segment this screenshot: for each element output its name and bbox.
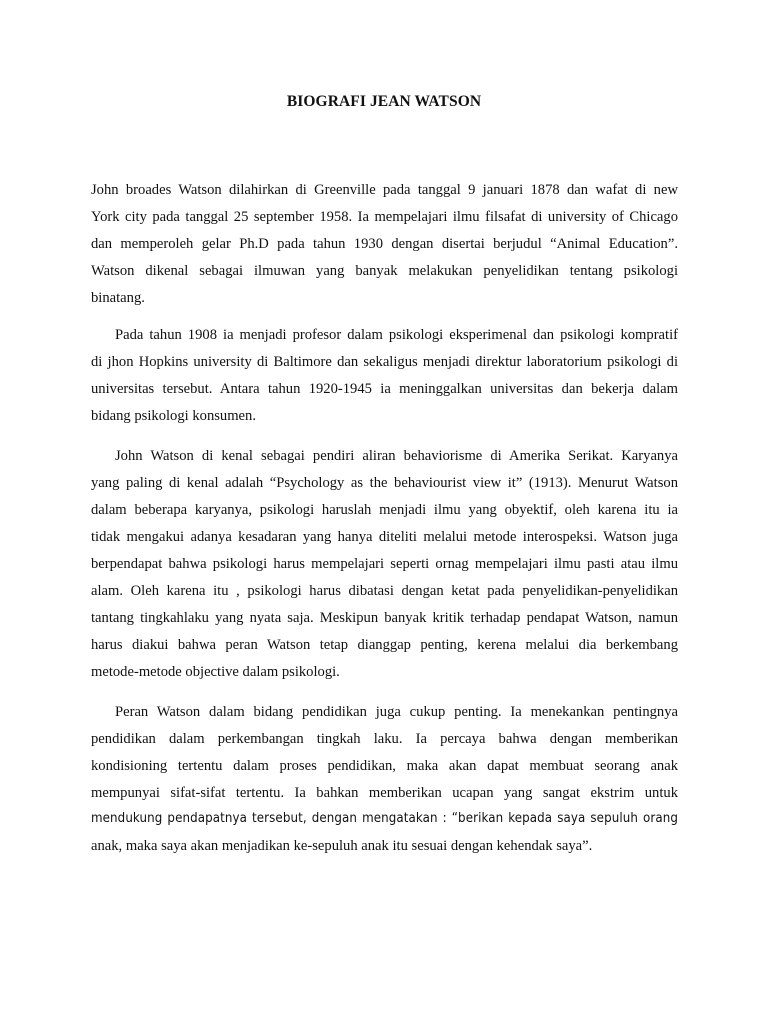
- paragraph-line: yang paling di kenal adalah “Psychology as the behaviourist view it” (1913). Menurut Watson: [91, 475, 678, 491]
- paragraph-line: harus diakui bahwa peran Watson tetap dianggap penting, kerena melalui dia berkembang: [91, 637, 678, 653]
- paragraph-line: metode-metode objective dalam psikologi.: [91, 664, 340, 680]
- paragraph-line: York city pada tanggal 25 september 1958. Ia mempelajari ilmu filsafat di university of Chicago: [91, 209, 678, 225]
- paragraph-line: Pada tahun 1908 ia menjadi profesor dalam psikologi eksperimenal dan psikologi kompratif: [115, 327, 678, 343]
- paragraph-line: universitas tersebut. Antara tahun 1920-1945 ia meninggalkan universitas dan bekerja dalam: [91, 381, 678, 397]
- paragraph-line: bidang psikologi konsumen.: [91, 408, 256, 424]
- paragraph-line: anak, maka saya akan menjadikan ke-sepuluh anak itu sesuai dengan kehendak saya”.: [91, 838, 593, 854]
- paragraph-line: tantang tingkahlaku yang nyata saja. Meskipun banyak kritik terhadap pendapat Watson, namun: [91, 610, 678, 626]
- paragraph-line: dan memperoleh gelar Ph.D pada tahun 1930 dengan disertai berjudul “Animal Education”.: [91, 236, 678, 252]
- paragraph-line: Peran Watson dalam bidang pendidikan juga cukup penting. Ia menekankan pentingnya: [115, 704, 678, 720]
- document-title: BIOGRAFI JEAN WATSON: [286, 93, 482, 110]
- paragraph-line: alam. Oleh karena itu , psikologi harus dibatasi dengan ketat pada penyelidikan-penyelidikan: [91, 583, 678, 599]
- paragraph-line: mendukung pendapatnya tersebut, dengan mengatakan : “berikan kepada saya sepuluh orang: [91, 811, 678, 826]
- paragraph-line: di jhon Hopkins university di Baltimore dan sekaligus menjadi direktur laboratorium psikologi di: [91, 354, 678, 370]
- paragraph-line: dalam beberapa karyanya, psikologi haruslah menjadi ilmu yang obyektif, oleh karena itu ia: [91, 502, 678, 518]
- paragraph-line: pendidikan dalam perkembangan tingkah laku. Ia percaya bahwa dengan memberikan: [91, 731, 678, 747]
- paragraph-line: Watson dikenal sebagai ilmuwan yang banyak melakukan penyelidikan tentang psikologi: [91, 263, 678, 279]
- paragraph-line: John Watson di kenal sebagai pendiri aliran behaviorisme di Amerika Serikat. Karyanya: [115, 448, 678, 464]
- paragraph-line: tidak mengakui adanya kesadaran yang hanya diteliti melalui metode interospeksi. Watson juga: [91, 529, 678, 545]
- paragraph-line: binatang.: [91, 290, 145, 306]
- paragraph-line: John broades Watson dilahirkan di Greenville pada tanggal 9 januari 1878 dan wafat di new: [91, 182, 678, 198]
- paragraph-line: kondisioning tertentu dalam proses pendidikan, maka akan dapat membuat seorang anak: [91, 758, 678, 774]
- paragraph-line: berpendapat bahwa psikologi harus mempelajari seperti ornag mempelajari ilmu pasti atau ilmu: [91, 556, 678, 572]
- paragraph-line: mempunyai sifat-sifat tertentu. Ia bahkan memberikan ucapan yang sangat ekstrim untuk: [91, 785, 678, 801]
